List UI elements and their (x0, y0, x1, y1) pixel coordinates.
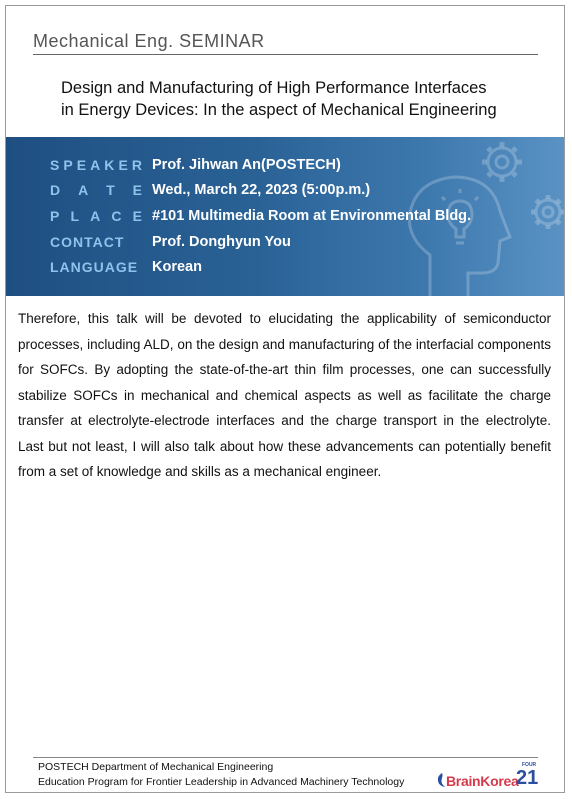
logo-number: 21 (516, 767, 539, 789)
brainkorea21-logo (436, 760, 546, 790)
place-value: #101 Multimedia Room at Environmental Bldg. (152, 208, 472, 224)
footer-line-1: POSTECH Department of Mechanical Engineering (38, 761, 274, 773)
speaker-row (50, 153, 341, 177)
speaker-value: Prof. Jihwan An(POSTECH) (152, 157, 341, 173)
language-row (50, 255, 202, 279)
date-value: Wed., March 22, 2023 (5:00p.m.) (152, 182, 371, 198)
contact-row (50, 230, 291, 254)
language-key: LANGUAGE (50, 259, 139, 275)
abstract-text: Therefore, this talk will be devoted to elucidating the applicability of semiconductor processes, including ALD, on the design and manufacturing of the interfacial components for SOFCs. By adopting the state-of-the-art thin film processes, one can successfully stabilize SOFCs in mechanical and chemical aspects as well as facilitate the charge transfer at electrolyte-electrode interfaces and the charge transport in the electrolyte. Last but not least, I will also talk about how these advancements can potentially benefit from a set of knowledge and skills as a mechanical engineer. (18, 311, 551, 479)
header-divider (33, 54, 538, 55)
title-line-2: in Energy Devices: In the aspect of Mechanical Engineering (61, 101, 497, 119)
place-key: P L A C E (50, 208, 142, 224)
date-key: D A T E (50, 182, 142, 198)
seminar-title (61, 77, 541, 121)
footer-line-2: Education Program for Frontier Leadership in Advanced Machinery Technology (38, 776, 405, 788)
contact-key: CONTACT (50, 234, 125, 250)
language-value: Korean (152, 259, 202, 275)
logo-four: FOUR (522, 762, 537, 768)
seminar-label: Mechanical Eng. SEMINAR (33, 31, 265, 51)
contact-value: Prof. Donghyun You (152, 234, 291, 250)
info-banner (6, 137, 564, 296)
date-row (50, 178, 370, 202)
footer-divider (33, 757, 538, 758)
logo-text: BrainKorea (446, 773, 519, 789)
speaker-key: S P E A K E R (50, 157, 142, 173)
footer-text (38, 760, 404, 790)
place-row (50, 204, 471, 228)
title-line-1: Design and Manufacturing of High Performance Interfaces (61, 79, 487, 97)
